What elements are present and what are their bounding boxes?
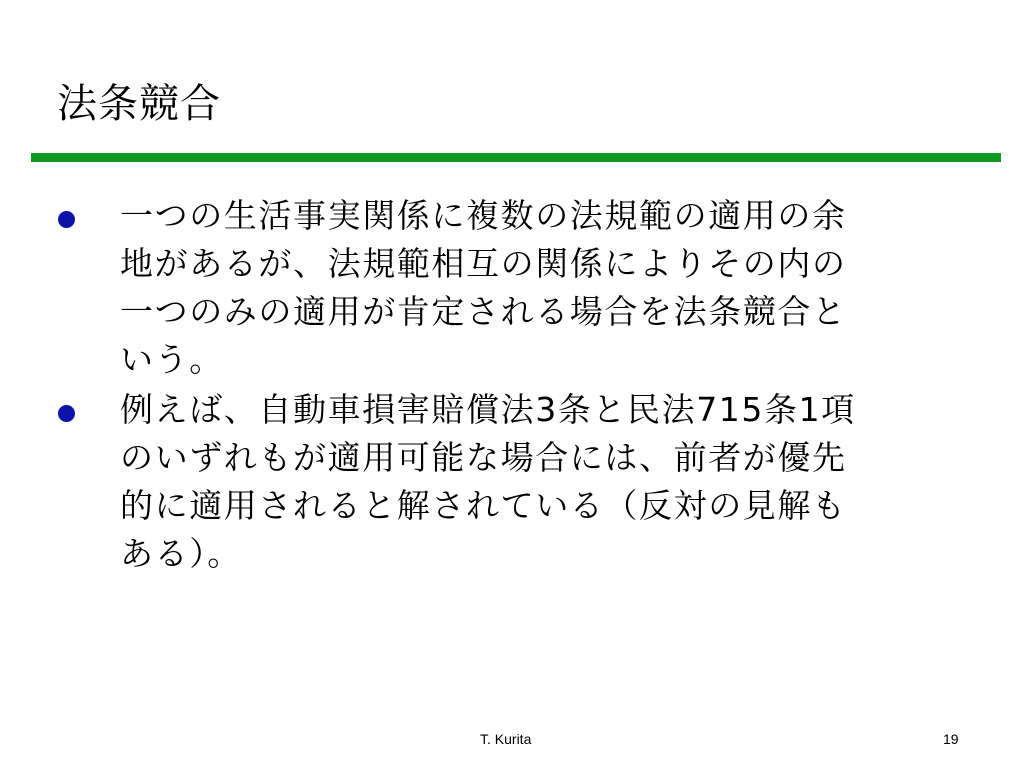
bullet-dot-icon [58,405,75,422]
bullet-line: 一つのみの適用が肯定される場合を法条競合と [120,292,847,331]
bullet-dot-icon [58,211,75,228]
bullet-line: 地があるが、法規範相互の関係によりその内の [120,244,847,283]
bullet-list [0,192,1024,580]
bullet-text [120,386,960,578]
bullet-line: ある）。 [120,534,242,573]
slide-title: 法条競合 [57,81,221,127]
page-number: 19 [943,731,959,747]
bullet-line: いう。 [120,340,224,379]
bullet-line: のいずれもが適用可能な場合には、前者が優先 [120,438,847,477]
bullet-text [120,192,960,384]
bullet-item [0,192,1024,384]
bullet-item [0,386,1024,578]
bullet-line: 一つの生活事実関係に複数の法規範の適用の余 [120,196,847,235]
footer-author: T. Kurita [480,731,532,747]
bullet-line: 的に適用されると解されている（反対の見解も [120,486,847,525]
bullet-line: 例えば、自動車損害賠償法3条と民法715条1項 [120,390,856,429]
title-divider [31,153,1001,162]
